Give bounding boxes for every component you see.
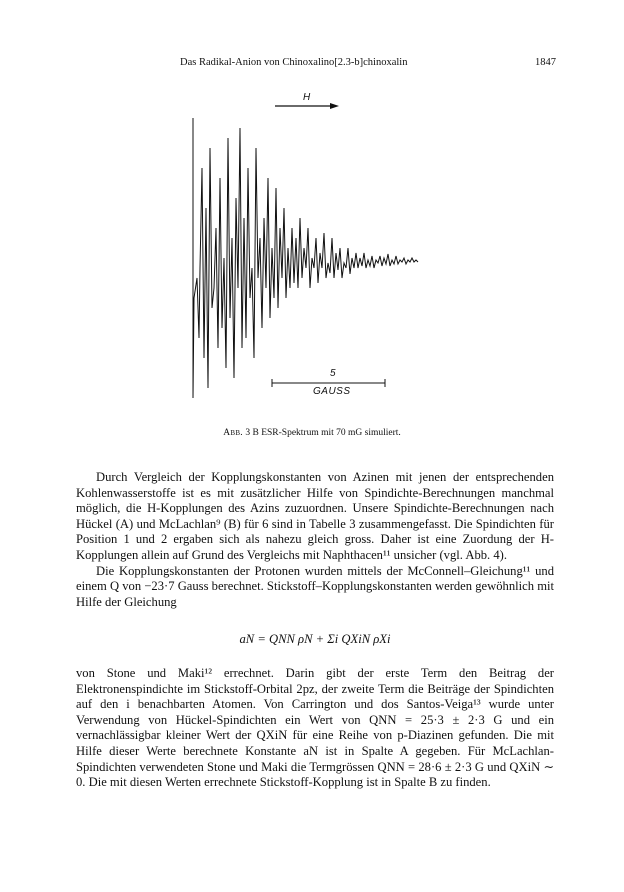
caption-prefix: Abb. <box>223 428 243 438</box>
figure-caption <box>0 428 624 438</box>
field-arrow-head <box>330 103 339 109</box>
paragraph-2: Die Kopplungskonstanten der Protonen wurden mittels der McConnell–Gleichung¹¹ und einem Q von −23·7 Gauss berechnet. Stickstoff–Kopplungskonstanten werden gewöhnlich mit Hilfe der Gleichung <box>76 563 554 609</box>
body-text <box>76 470 554 791</box>
running-header <box>0 57 624 73</box>
paragraph-3: von Stone und Maki¹² errechnet. Darin gibt der erste Term den Beitrag der Elektronenspindichte im Stickstoff-Orbital 2pz, der zweite Term die Beiträge der Spindichten auf den i benachbarten Atomen. Von Carrington und dos Santos-Veiga¹³ wurde unter Verwendung von Hückel-Spindichten ein Wert von QNN = 25·3 ± 2·3 G und ein vernachlässigbar kleiner Wert der QXiN für eine Reihe von p-Diazinen gefunden. Die mit Hilfe dieser Werte berechnete Konstante aN ist in Spalte A gegeben. Für McLachlan-Spindichten verwendeten Stone und Maki die Termgrössen QNN = 28·6 ± 2·3 G und QXiN ∼ 0. Die mit diesen Werten errechnete Stickstoff-Kopplung ist in Spalte B zu finden. <box>76 665 554 790</box>
equation: aN = QNN ρN + Σi QXiN ρXi <box>239 632 391 647</box>
esr-spectrum-plot <box>160 88 460 418</box>
field-label: H <box>303 92 311 103</box>
caption-text: 3 B ESR-Spektrum mit 70 mG simuliert. <box>242 428 401 438</box>
scale-unit: GAUSS <box>313 386 351 397</box>
esr-spectrum-figure <box>160 88 460 418</box>
spectrum-trace <box>193 118 418 398</box>
page-number: 1847 <box>535 57 556 68</box>
running-title: Das Radikal-Anion von Chinoxalino[2.3-b]chinoxalin <box>180 57 408 68</box>
scale-value: 5 <box>330 368 336 379</box>
paragraph-1: Durch Vergleich der Kopplungskonstanten von Azinen mit jenen der entsprechenden Kohlenwasserstoffe ist es mit zusätzlicher Hilfe von Spindichte-Berechnungen manchmal möglich, die H-Kopplungen des Azins zuzuordnen. Unsere Spindichte-Berechnungen nach Hückel (A) und McLachlan⁹ (B) für 6 sind in Tabelle 3 zusammengefasst. Die Spindichten für Position 1 und 2 ergaben sich als nahezu gleich gross. Daher ist eine Zuordung der H-Kopplungen allein auf Grund des Vergleichs mit Naphthacen¹¹ unsicher (vgl. Abb. 4). <box>76 470 554 562</box>
